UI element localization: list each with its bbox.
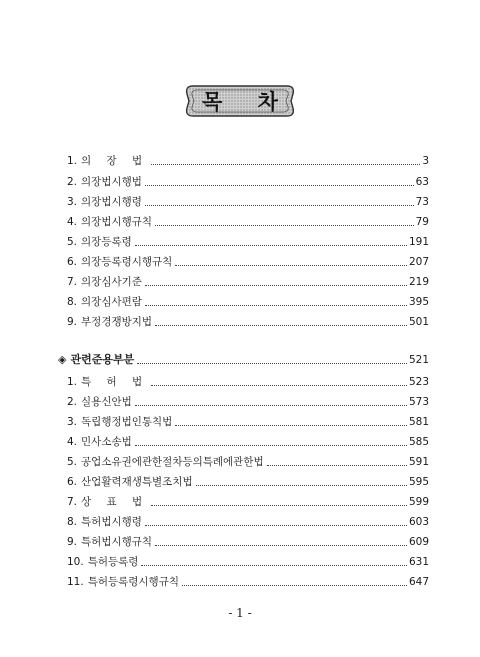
dot-leader — [151, 504, 407, 506]
dot-leader — [175, 424, 407, 426]
entry-title: 특허법시행규칙 — [81, 536, 153, 548]
section-page: 521 — [408, 354, 429, 366]
entry-title: 의장법시행령 — [81, 196, 142, 208]
entry-page: 647 — [408, 576, 429, 588]
dot-leader — [175, 264, 407, 266]
toc-entry[interactable] — [67, 152, 429, 168]
entry-number: 6. — [67, 256, 78, 268]
entry-title: 의장심사편람 — [81, 296, 142, 308]
entry-title: 의 장 법 — [81, 155, 149, 167]
dot-leader — [145, 184, 414, 186]
entry-title: 특허등록령시행규칙 — [87, 576, 179, 588]
entry-page: 523 — [408, 376, 429, 388]
entry-number: 8. — [67, 516, 78, 528]
entry-number: 1. — [67, 376, 78, 388]
dot-leader — [196, 484, 407, 486]
dot-leader — [267, 464, 407, 466]
toc-entry[interactable] — [67, 493, 429, 509]
entry-title: 민사소송법 — [81, 436, 132, 448]
toc-entry[interactable] — [67, 313, 429, 329]
entry-number: 3. — [67, 416, 78, 428]
toc-entry[interactable] — [67, 193, 429, 209]
section-heading[interactable] — [58, 351, 429, 367]
dot-leader — [145, 524, 407, 526]
dot-leader — [155, 544, 407, 546]
entry-number: 11. — [67, 576, 84, 588]
entry-page: 595 — [408, 476, 429, 488]
entry-page: 207 — [408, 256, 429, 268]
entry-number: 8. — [67, 296, 78, 308]
page-footer: - 1 - — [228, 606, 252, 620]
entry-number: 2. — [67, 396, 78, 408]
toc-entry[interactable] — [67, 473, 429, 489]
entry-title: 산업활력재생특별조치법 — [81, 476, 193, 488]
dot-leader — [145, 204, 414, 206]
entry-title: 실용신안법 — [81, 396, 132, 408]
toc-entry[interactable] — [67, 173, 429, 189]
toc-entry[interactable] — [67, 413, 429, 429]
entry-page: 591 — [408, 456, 429, 468]
toc-entry[interactable] — [67, 433, 429, 449]
entry-page: 501 — [408, 316, 429, 328]
entry-title: 특허등록령 — [87, 556, 139, 568]
entry-number: 4. — [67, 216, 78, 228]
entry-title: 부정경쟁방지법 — [81, 316, 153, 328]
entry-page: 631 — [408, 556, 429, 568]
dot-leader — [137, 362, 407, 364]
entry-number: 4. — [67, 436, 78, 448]
entry-number: 2. — [67, 176, 78, 188]
entry-number: 3. — [67, 196, 78, 208]
entry-page: 609 — [408, 536, 429, 548]
entry-number: 7. — [67, 276, 78, 288]
entry-number: 1. — [67, 155, 78, 167]
entry-title: 특허법시행령 — [81, 516, 142, 528]
toc-entry[interactable] — [67, 573, 429, 589]
entry-page: 603 — [408, 516, 429, 528]
dot-leader — [182, 584, 407, 586]
dot-leader — [151, 163, 420, 165]
entry-number: 7. — [67, 496, 78, 508]
dot-leader — [141, 564, 407, 566]
dot-leader — [135, 404, 407, 406]
entry-page: 191 — [408, 236, 429, 248]
entry-title: 의장등록령 — [81, 236, 132, 248]
dot-leader — [151, 384, 407, 386]
entry-page: 581 — [408, 416, 429, 428]
entry-page: 79 — [415, 216, 429, 228]
entry-title: 의장심사기준 — [81, 276, 142, 288]
toc-entry[interactable] — [67, 273, 429, 289]
entry-number: 9. — [67, 316, 78, 328]
entry-page: 3 — [422, 155, 429, 167]
toc-entry[interactable] — [67, 253, 429, 269]
entry-page: 599 — [408, 496, 429, 508]
dot-leader — [155, 224, 414, 226]
entry-number: 5. — [67, 456, 78, 468]
dot-leader — [135, 444, 407, 446]
entry-page: 73 — [415, 196, 429, 208]
entry-number: 6. — [67, 476, 78, 488]
toc-entry[interactable] — [67, 393, 429, 409]
section-title: 관련준용부분 — [70, 353, 135, 366]
toc-entry[interactable] — [67, 373, 429, 389]
entry-page: 585 — [408, 436, 429, 448]
dot-leader — [145, 304, 407, 306]
title-badge — [183, 82, 297, 120]
toc-entry[interactable] — [67, 553, 429, 569]
entry-title: 의장법시행법 — [81, 176, 142, 188]
entry-title: 의장등록령시행규칙 — [81, 256, 173, 268]
entry-page: 573 — [408, 396, 429, 408]
dot-leader — [155, 324, 407, 326]
toc-entry[interactable] — [67, 513, 429, 529]
entry-page: 219 — [408, 276, 429, 288]
entry-page: 395 — [408, 296, 429, 308]
entry-title: 의장법시행규칙 — [81, 216, 153, 228]
entry-title: 특 허 법 — [81, 376, 149, 388]
toc-entry[interactable] — [67, 533, 429, 549]
diamond-bullet-icon: ◈ — [58, 353, 67, 366]
toc-entry[interactable] — [67, 293, 429, 309]
entry-number: 9. — [67, 536, 78, 548]
toc-entry[interactable] — [67, 233, 429, 249]
page-title: 목 차 — [202, 90, 292, 114]
toc-entry[interactable] — [67, 453, 429, 469]
entry-title: 공업소유권에관한절차등의특례에관한법 — [81, 456, 264, 468]
toc-entry[interactable] — [67, 213, 429, 229]
entry-title: 독립행정법인통칙법 — [81, 416, 173, 428]
entry-number: 10. — [67, 556, 84, 568]
entry-title: 상 표 법 — [81, 496, 149, 508]
entry-number: 5. — [67, 236, 78, 248]
entry-page: 63 — [415, 176, 429, 188]
dot-leader — [145, 284, 407, 286]
dot-leader — [135, 244, 407, 246]
